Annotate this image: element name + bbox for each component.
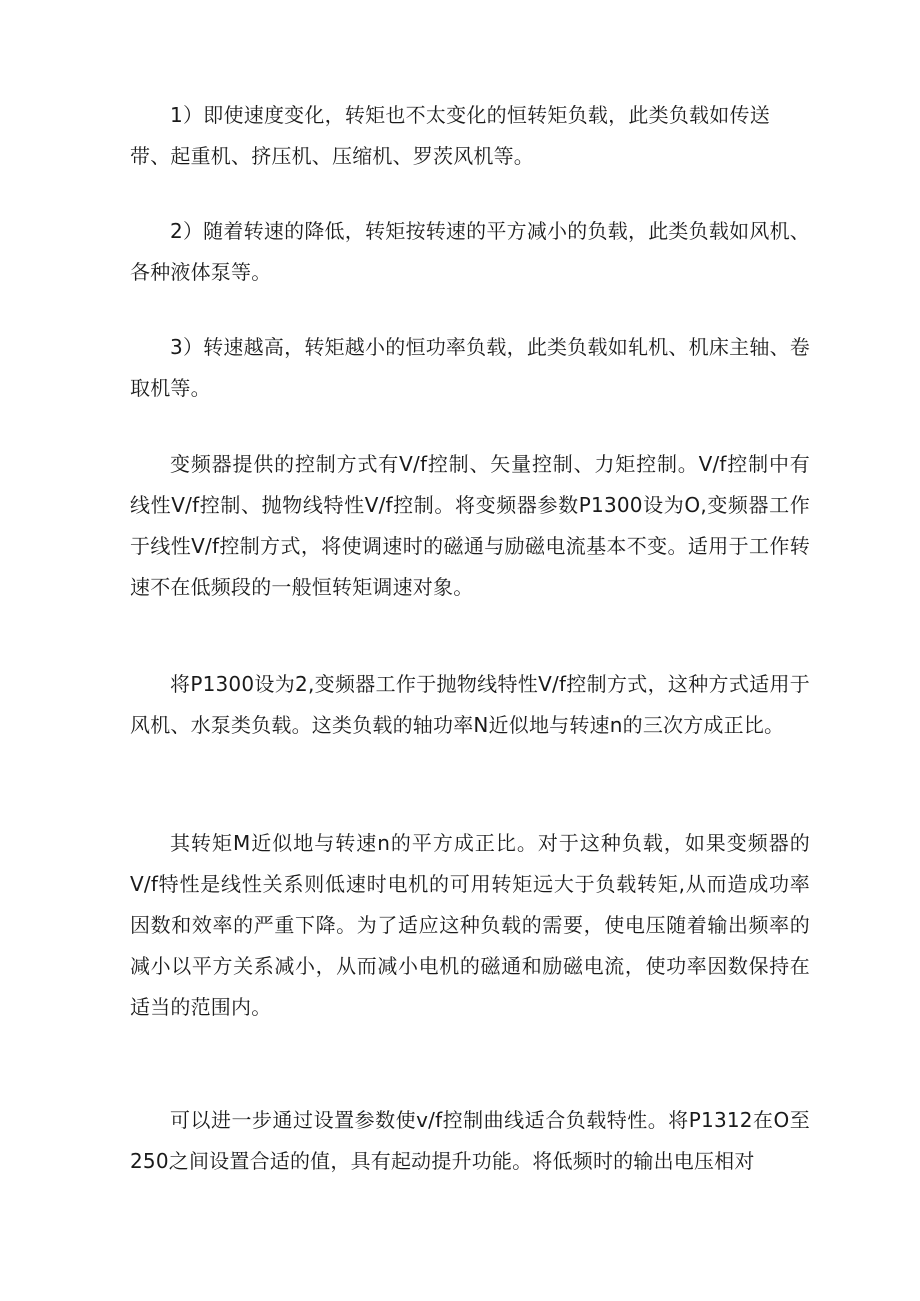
paragraph-constant-power-load: 3）转速越高，转矩越小的恒功率负载，此类负载如轧机、机床主轴、卷取机等。 <box>130 335 810 400</box>
paragraph-boost-setting: 可以进一步通过设置参数使v/f控制曲线适合负载特性。将P1312在O至250之间设置合适的值，具有起动提升功能。将低频时的输出电压相对 <box>130 1108 810 1173</box>
paragraph-square-torque-load: 2）随着转速的降低，转矩按转速的平方减小的负载，此类负载如风机、各种液体泵等。 <box>130 219 810 284</box>
paragraph-control-modes: 变频器提供的控制方式有V/f控制、矢量控制、力矩控制。V/f控制中有线性V/f控制、抛物线特性V/f控制。将变频器参数P1300设为O,变频器工作于线性V/f控制方式，将使调速时的磁通与励磁电流基本不变。适用于工作转速不在低频段的一般恒转矩调速对象。 <box>130 452 810 599</box>
paragraph-parabolic-vf-control: 将P1300设为2,变频器工作于抛物线特性V/f控制方式，这种方式适用于风机、水泵类负载。这类负载的轴功率N近似地与转速n的三次方成正比。 <box>130 672 810 737</box>
paragraph-torque-square-relation: 其转矩M近似地与转速n的平方成正比。对于这种负载，如果变频器的V/f特性是线性关系则低速时电机的可用转矩远大于负载转矩,从而造成功率因数和效率的严重下降。为了适应这种负载的需要，使电压随着输出频率的减小以平方关系减小，从而减小电机的磁通和励磁电流，使功率因数保持在适当的范围内。 <box>130 831 810 1019</box>
paragraph-constant-torque-load: 1）即使速度变化，转矩也不太变化的恒转矩负载，此类负载如传送带、起重机、挤压机、压缩机、罗茨风机等。 <box>130 103 770 168</box>
